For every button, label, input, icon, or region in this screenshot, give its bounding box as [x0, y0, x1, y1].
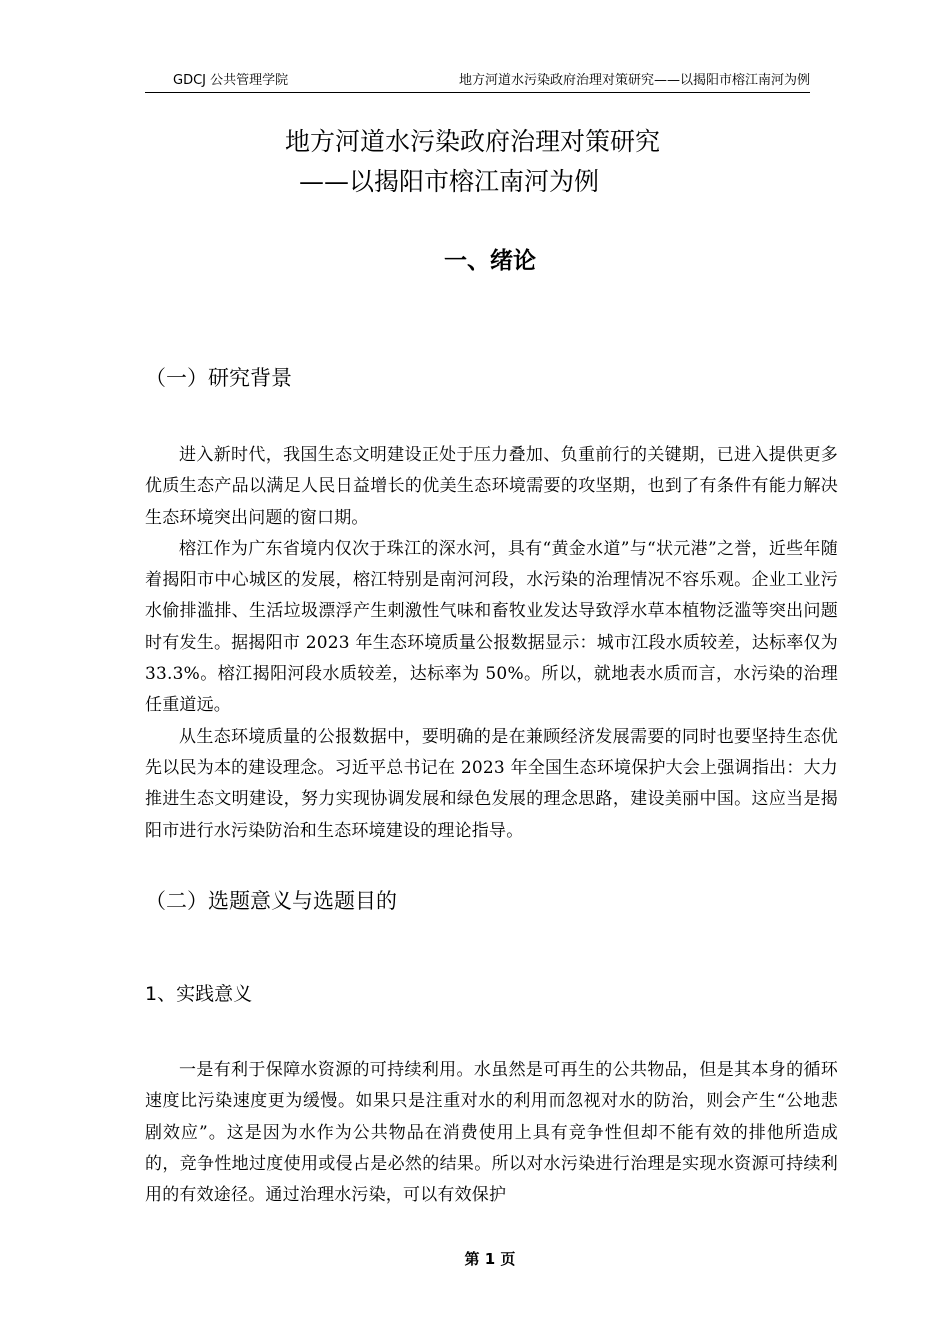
subsection-heading-practical: 1、实践意义	[145, 983, 253, 1005]
section-heading-background: （一）研究背景	[145, 366, 292, 390]
background-paragraphs	[145, 440, 838, 847]
practical-paragraphs	[145, 1055, 838, 1211]
paragraph: 榕江作为广东省境内仅次于珠江的深水河，具有“黄金水道”与“状元港”之誉，近些年随着揭阳市中心城区的发展，榕江特别是南河河段，水污染的治理情况不容乐观。企业工业污水偷排滥排、生活垃圾漂浮产生刺激性气味和畜牧业发达导致浮水草本植物泛滥等突出问题时有发生。据揭阳市 2023 年生态环境质量公报数据显示：城市江段水质较差，达标率仅为 33.3%。榕江揭阳河段水质较差，达标率为 50%。所以，就地表水质而言，水污染的治理任重道远。	[145, 538, 838, 716]
paragraph: 进入新时代，我国生态文明建设正处于压力叠加、负重前行的关键期，已进入提供更多优质生态产品以满足人民日益增长的优美生态环境需要的攻坚期，也到了有条件有能力解决生态环境突出问题的窗口期。	[145, 445, 838, 528]
document-title-main: 地方河道水污染政府治理对策研究	[284, 127, 660, 156]
page-header	[145, 62, 810, 93]
document-title	[145, 122, 835, 202]
title-block	[145, 122, 835, 202]
paragraph: 从生态环境质量的公报数据中，要明确的是在兼顾经济发展需要的同时也要坚持生态优先以民为本的建设理念。习近平总书记在 2023 年全国生态环境保护大会上强调指出：大力推进生态文明建设，努力实现协调发展和绿色发展的理念思路，建设美丽中国。这应当是揭阳市进行水污染防治和生态环境建设的理论指导。	[145, 726, 838, 841]
chapter-title: 一、绪论	[444, 248, 536, 274]
header-institution: GDCJ 公共管理学院	[173, 73, 289, 88]
page-number: 第 1 页	[464, 1250, 516, 1268]
document-title-subtitle: ——以揭阳市榕江南河为例	[298, 167, 599, 196]
paragraph: 一是有利于保障水资源的可持续利用。水虽然是可再生的公共物品，但是其本身的循环速度比污染速度更为缓慢。如果只是注重对水的利用而忽视对水的防治，则会产生“公地悲剧效应”。这是因为水作为公共物品在消费使用上具有竞争性但却不能有效的排他所造成的，竞争性地过度使用或侵占是必然的结果。所以对水污染进行治理是实现水资源可持续利用的有效途径。通过治理水污染，可以有效保护	[145, 1060, 838, 1206]
section-heading-significance: （二）选题意义与选题目的	[145, 889, 397, 913]
header-running-title: 地方河道水污染政府治理对策研究——以揭阳市榕江南河为例	[458, 73, 810, 88]
